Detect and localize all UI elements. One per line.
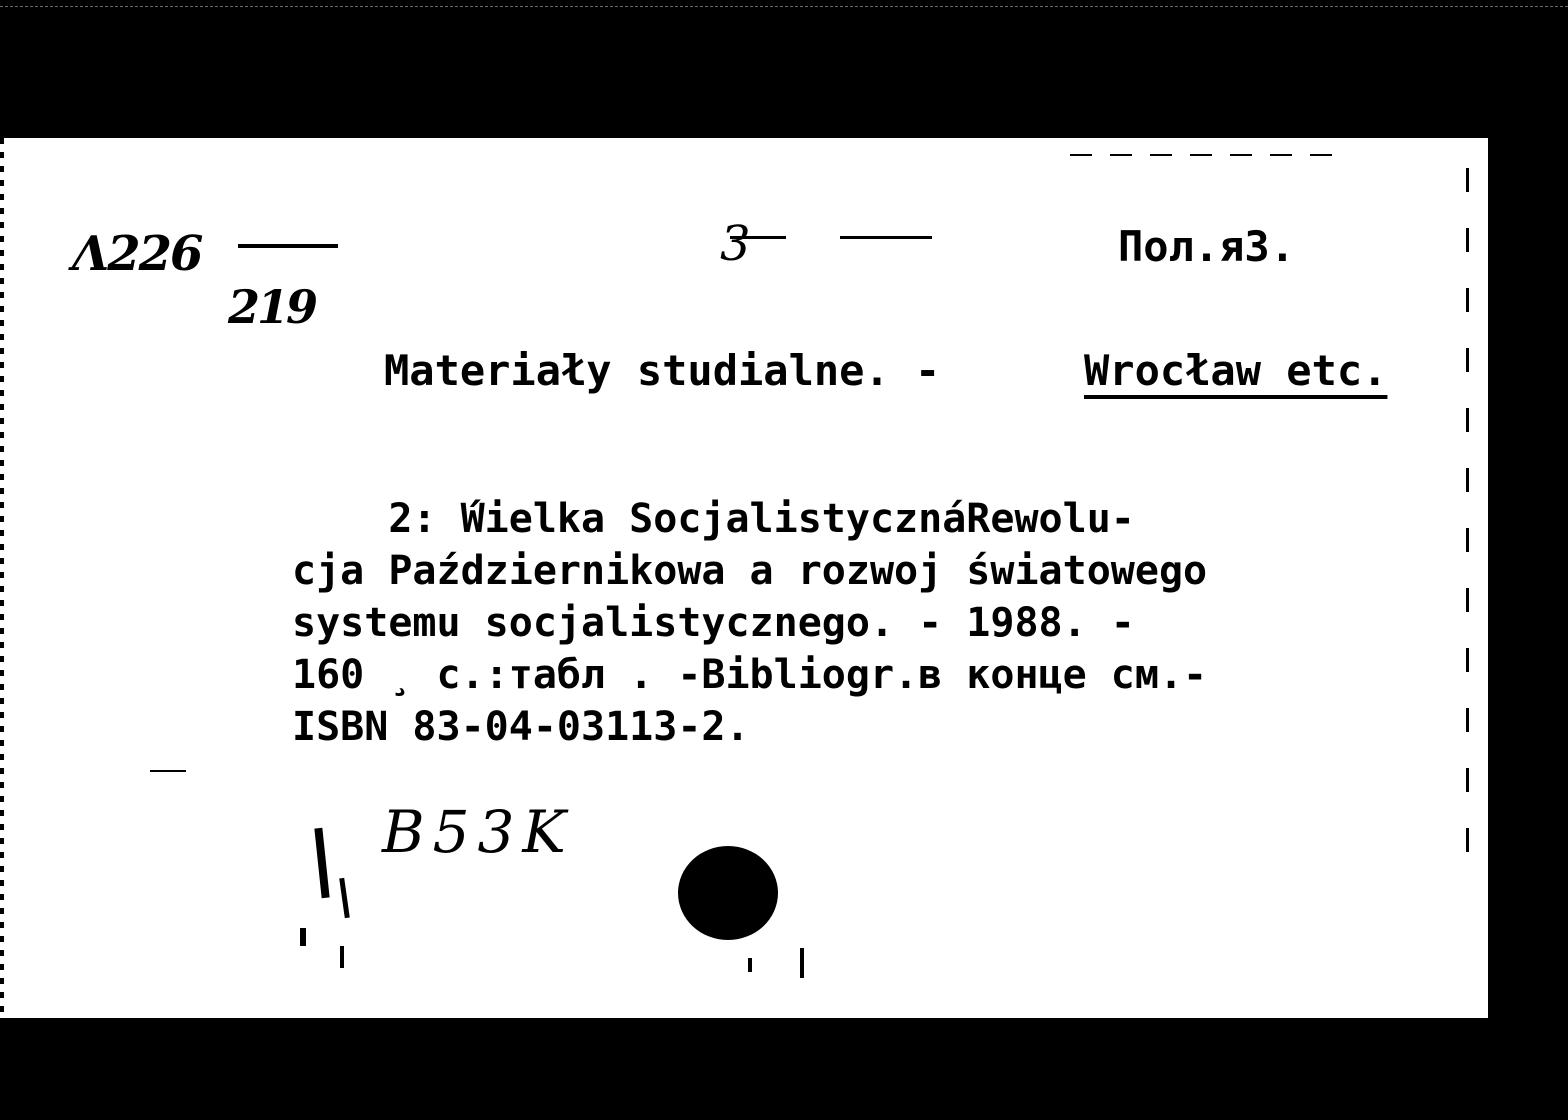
ink-mark [340,946,344,968]
entry-line-5: ISBN 83-04-03113-2. [292,704,750,750]
series-place: Wrocław etc. [1084,346,1388,395]
page-number: 3 [720,216,751,272]
entry-line-4: 160 ̧ c.:табл . -Bibliogr.в конце см.- [292,652,1208,698]
card-punch-hole [678,846,778,940]
ink-mark [150,770,186,772]
ink-mark [314,828,329,898]
series-title: Materiały studialne. - [384,346,941,395]
ink-mark [339,878,350,918]
catalog-card [0,138,1488,1018]
call-number-bottom: 219 [228,280,316,334]
page-number-dash-right [840,236,932,239]
entry-line-2: cja Październikowa a rozwoj światowego [292,548,1208,594]
language-code: Пол.я3. [1118,222,1296,271]
ink-mark [300,928,306,946]
ink-mark [748,958,752,972]
call-number-fraction-bar [238,244,338,248]
shelf-mark: B53K [382,798,574,866]
ink-mark [1466,168,1469,888]
entry-line-1: 2: ́Wielka SocjalistycznáRewolu- [292,496,1135,542]
ink-mark [800,948,804,978]
call-number-top: Λ226 [72,226,202,282]
ink-mark [1070,154,1340,156]
entry-line-3: systemu socjalistycznego. - 1988. - [292,600,1135,646]
top-film-edge [0,0,1568,7]
